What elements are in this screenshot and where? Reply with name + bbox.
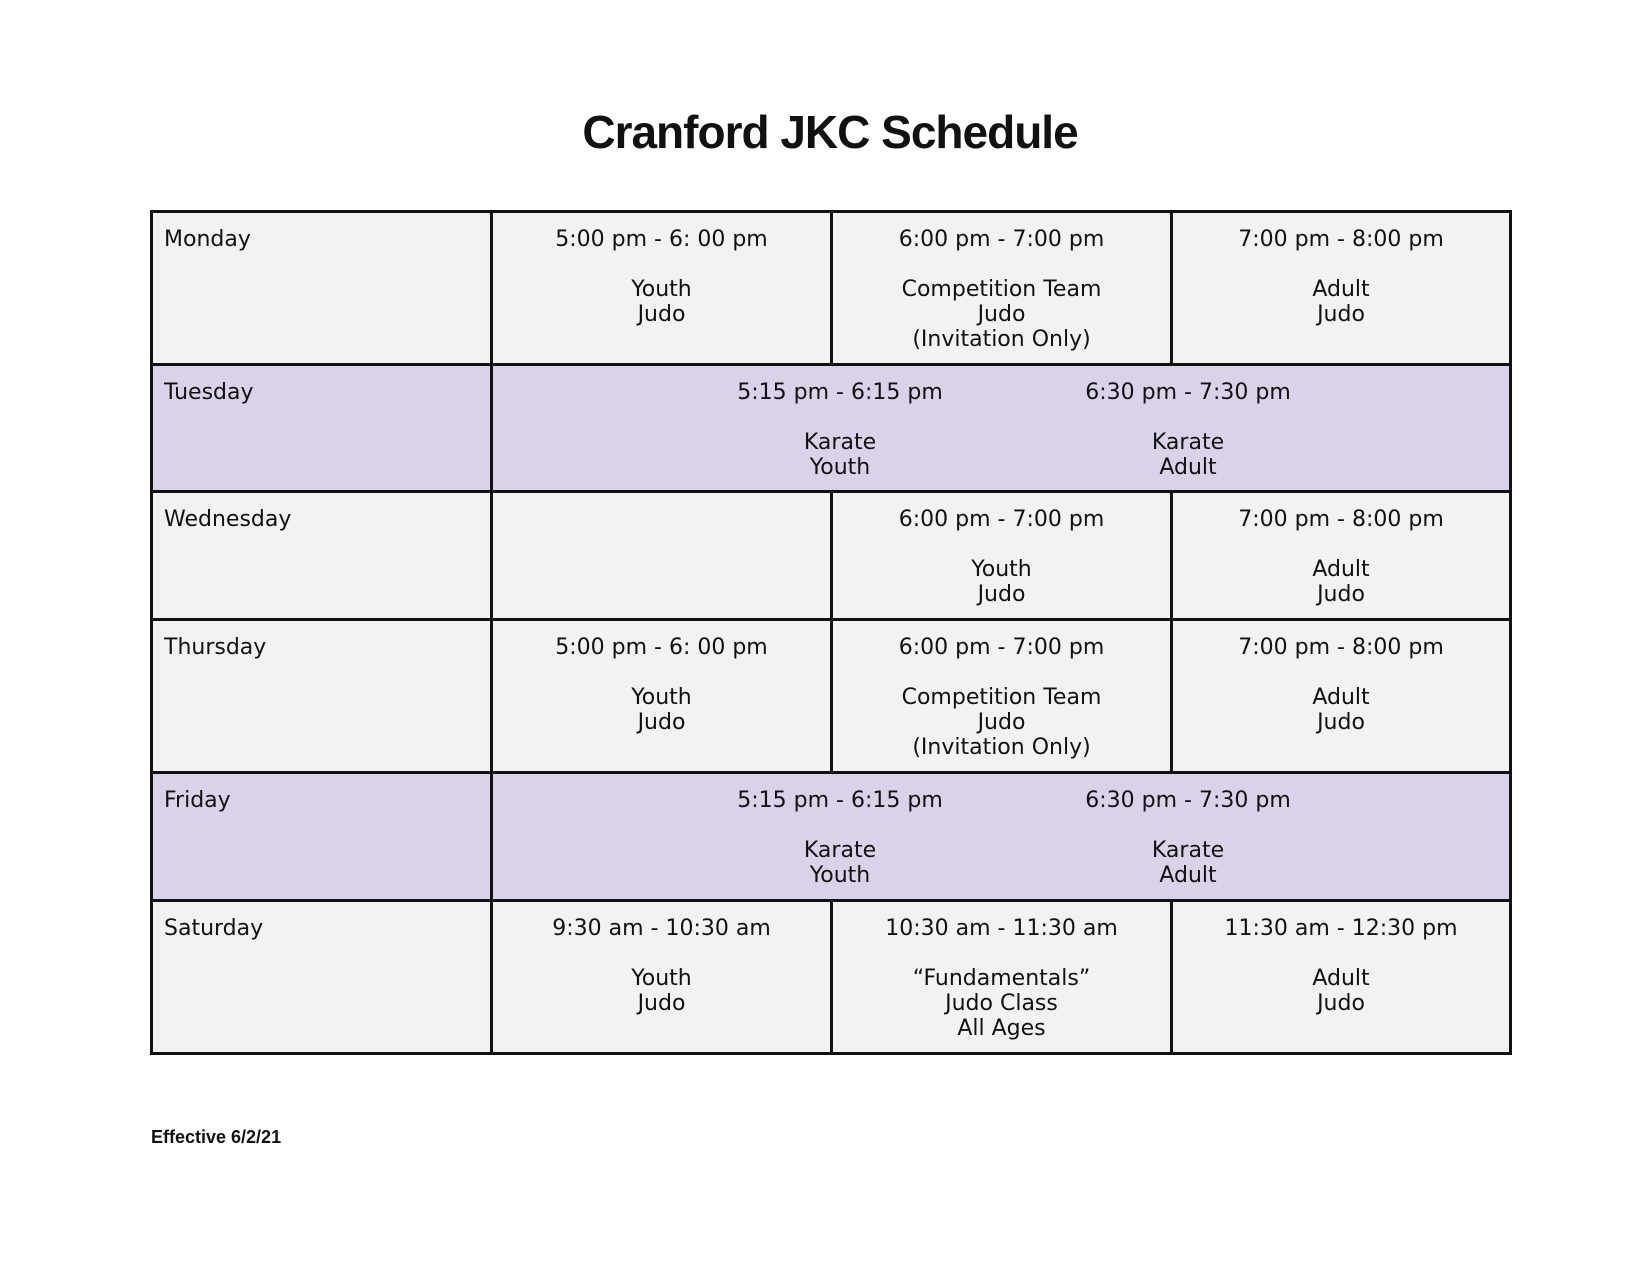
class-slot [492, 620, 832, 773]
class-slot [832, 492, 1172, 620]
slot-time: 5:00 pm - 6: 00 pm [555, 635, 768, 660]
class-slot [1038, 380, 1338, 480]
slot-line: Karate [803, 430, 877, 455]
schedule-row-friday [152, 773, 1511, 901]
slot-line: All Ages [957, 1016, 1046, 1041]
slot-line: Adult [1312, 685, 1370, 710]
class-slot-span [492, 365, 1511, 492]
class-slot [1038, 788, 1338, 888]
slot-line: Judo [637, 991, 686, 1016]
slot-line: Youth [971, 557, 1032, 582]
day-label: Thursday [152, 620, 492, 773]
slot-line: Karate [1151, 838, 1225, 863]
day-label: Monday [152, 212, 492, 365]
slot-line: Judo [1317, 302, 1365, 327]
day-label: Wednesday [152, 492, 492, 620]
slot-time: 7:00 pm - 8:00 pm [1238, 635, 1444, 660]
slot-line: Karate [1151, 430, 1225, 455]
slot-line: Competition Team [901, 685, 1102, 710]
class-slot [832, 212, 1172, 365]
class-slot [690, 788, 990, 888]
schedule-row-monday [152, 212, 1511, 365]
slot-time: 6:30 pm - 7:30 pm [1085, 788, 1291, 813]
slot-line: Judo [1317, 710, 1365, 735]
effective-date: Effective 6/2/21 [151, 1127, 282, 1147]
schedule-row-saturday [152, 901, 1511, 1054]
slot-line: Youth [631, 685, 692, 710]
class-slot [832, 901, 1172, 1054]
class-slot [1172, 212, 1511, 365]
class-slot [690, 380, 990, 480]
slot-line: Adult [1312, 277, 1370, 302]
slot-line: Adult [1159, 455, 1217, 480]
slot-line: Judo [977, 710, 1026, 735]
class-slot [492, 212, 832, 365]
slot-time: 6:00 pm - 7:00 pm [898, 635, 1105, 660]
class-slot [832, 620, 1172, 773]
slot-time: 9:30 am - 10:30 am [552, 916, 771, 941]
slot-time: 5:15 pm - 6:15 pm [737, 788, 943, 813]
slot-time: 7:00 pm - 8:00 pm [1238, 507, 1444, 532]
slot-time: 6:00 pm - 7:00 pm [898, 507, 1105, 532]
class-slot [1172, 492, 1511, 620]
slot-line: Youth [631, 966, 692, 991]
schedule-table [150, 210, 1512, 1055]
schedule-row-wednesday [152, 492, 1511, 620]
slot-line: Judo Class [945, 991, 1058, 1016]
slot-line: Judo [977, 582, 1026, 607]
day-label: Friday [152, 773, 492, 901]
class-slot-empty [492, 492, 832, 620]
slot-line: Youth [809, 455, 871, 480]
class-slot [1172, 620, 1511, 773]
day-label: Saturday [152, 901, 492, 1054]
slot-line: Judo [637, 710, 686, 735]
schedule-row-thursday [152, 620, 1511, 773]
slot-line: Youth [809, 863, 871, 888]
schedule-row-tuesday [152, 365, 1511, 492]
slot-line: Adult [1312, 557, 1370, 582]
day-label: Tuesday [152, 365, 492, 492]
slot-time: 5:15 pm - 6:15 pm [737, 380, 943, 405]
slot-line: Judo [1317, 991, 1365, 1016]
slot-time: 5:00 pm - 6: 00 pm [555, 227, 768, 252]
slot-line: Judo [1317, 582, 1365, 607]
slot-line: Youth [631, 277, 692, 302]
slot-time: 11:30 am - 12:30 pm [1224, 916, 1458, 941]
slot-time: 6:30 pm - 7:30 pm [1085, 380, 1291, 405]
slot-time: 6:00 pm - 7:00 pm [898, 227, 1105, 252]
page-title: Cranford JKC Schedule [582, 106, 1078, 158]
slot-line: Adult [1312, 966, 1370, 991]
slot-line: “Fundamentals” [912, 966, 1091, 991]
class-slot-span [492, 773, 1511, 901]
slot-line: (Invitation Only) [912, 327, 1091, 352]
slot-line: Karate [803, 838, 877, 863]
slot-time: 10:30 am - 11:30 am [885, 916, 1118, 941]
slot-time: 7:00 pm - 8:00 pm [1238, 227, 1444, 252]
slot-line: Competition Team [901, 277, 1102, 302]
slot-line: Judo [977, 302, 1026, 327]
slot-line: Adult [1159, 863, 1217, 888]
class-slot [492, 901, 832, 1054]
slot-line: Judo [637, 302, 686, 327]
class-slot [1172, 901, 1511, 1054]
slot-line: (Invitation Only) [912, 735, 1091, 760]
